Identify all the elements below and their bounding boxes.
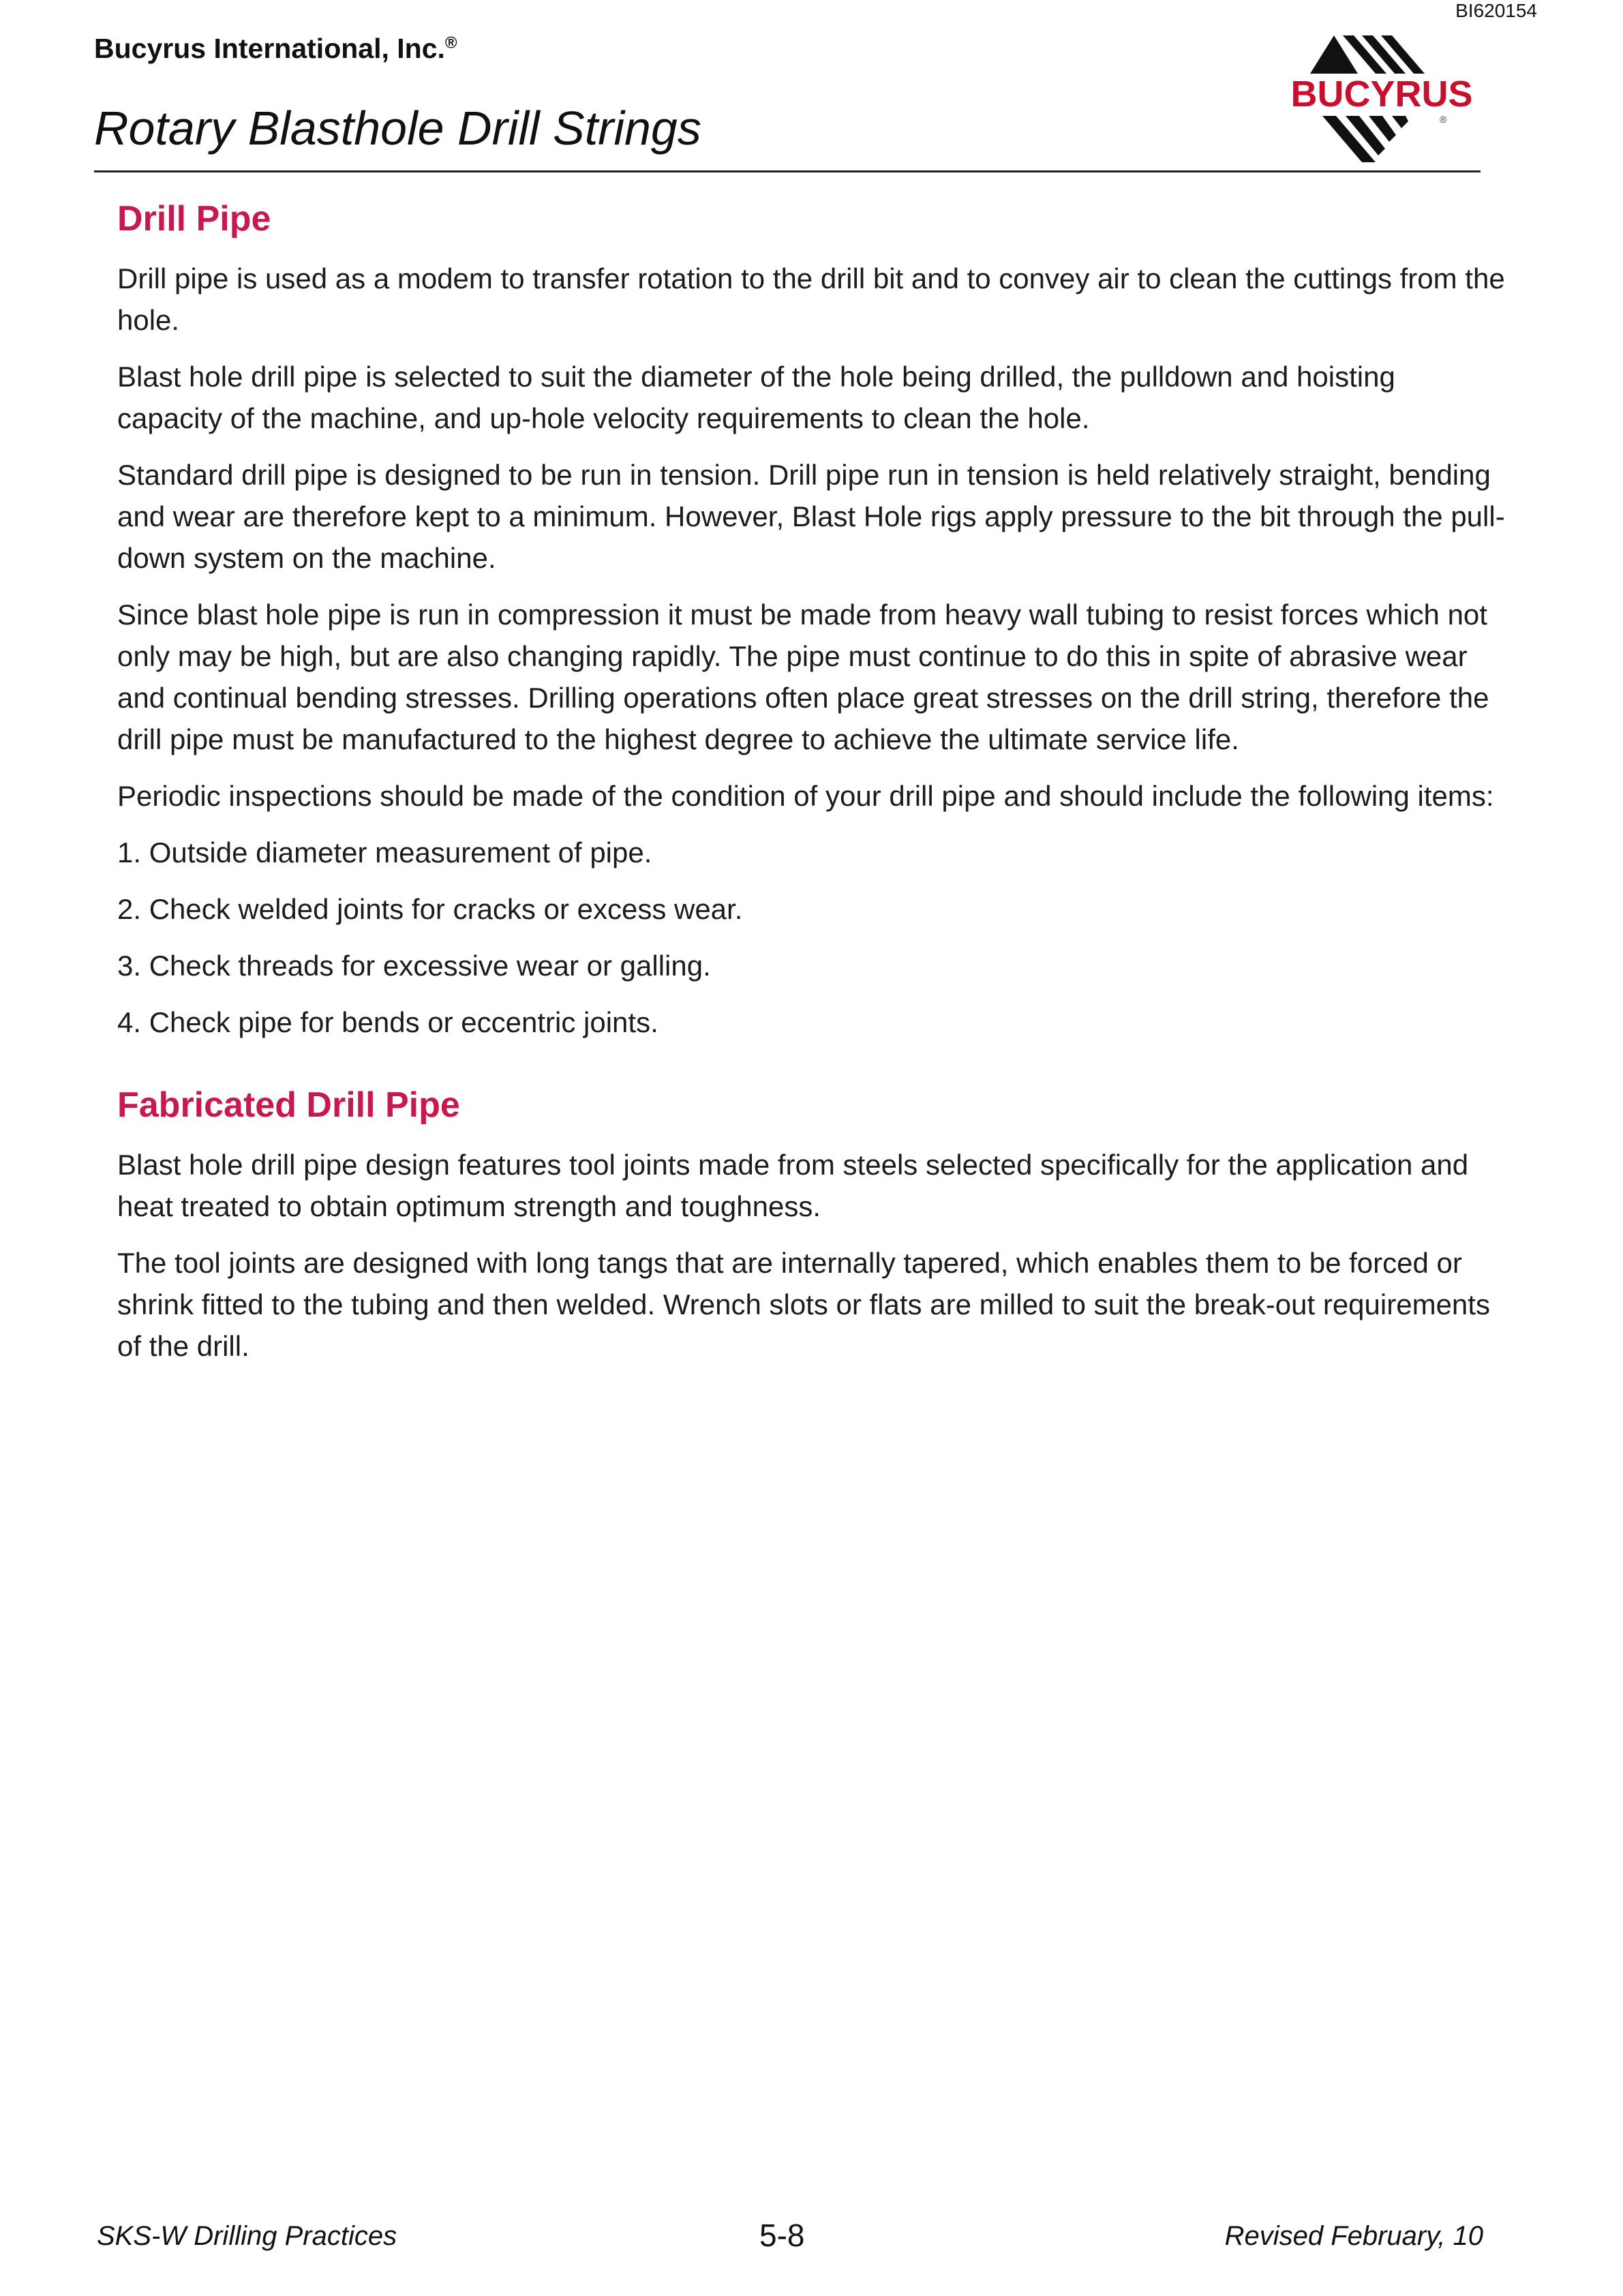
registered-mark: ® bbox=[444, 33, 457, 52]
document-id: BI620154 bbox=[1455, 0, 1537, 21]
list-item: 4. Check pipe for bends or eccentric joints. bbox=[117, 1006, 658, 1038]
footer-manual-title: SKS-W Drilling Practices bbox=[97, 2221, 397, 2251]
paragraph: Periodic inspections should be made of the condition of your drill pipe and should include the following items: bbox=[117, 779, 1494, 812]
company-name-text: Bucyrus International, Inc. bbox=[94, 33, 445, 64]
paragraph: Blast hole drill pipe is selected to suit the diameter of the hole being drilled, the pulldown and hoisting capacity of the machine, and up-hole velocity requirements to clean the hole. bbox=[117, 360, 1395, 434]
document-body bbox=[117, 199, 1508, 1382]
inspection-list bbox=[117, 832, 1508, 1043]
section-heading-drill-pipe: Drill Pipe bbox=[117, 199, 271, 239]
paragraph: Standard drill pipe is designed to be run in tension. Drill pipe run in tension is held relatively straight, bending and wear are therefore kept to a minimum. However, Blast Hole rigs apply pressure to the bit through the pull-down system on the machine. bbox=[117, 458, 1505, 574]
list-item: 1. Outside diameter measurement of pipe. bbox=[117, 836, 652, 868]
paragraph: The tool joints are designed with long tangs that are internally tapered, which enables them to be forced or shrink fitted to the tubing and then welded. Wrench slots or flats are milled to suit the break-out requirements of the drill. bbox=[117, 1246, 1490, 1362]
company-name bbox=[94, 33, 457, 65]
bucyrus-logo-icon bbox=[1269, 35, 1494, 172]
logo-text: BUCYRUS bbox=[1290, 74, 1473, 115]
paragraph: Since blast hole pipe is run in compression it must be made from heavy wall tubing to resist forces which not only may be high, but are also changing rapidly. The pipe must continue to do this in spite of abrasive wear and continual bending stresses. Drilling operations often place great stresses on the drill string, therefore the drill pipe must be manufactured to the highest degree to achieve the ultimate service life. bbox=[117, 598, 1489, 755]
paragraph: Blast hole drill pipe design features tool joints made from steels selected specifically for the application and heat treated to obtain optimum strength and toughness. bbox=[117, 1148, 1469, 1222]
list-item: 3. Check threads for excessive wear or galling. bbox=[117, 949, 711, 982]
document-title: Rotary Blasthole Drill Strings bbox=[94, 102, 701, 155]
page-number: 5-8 bbox=[759, 2218, 805, 2253]
logo-registered-mark: ® bbox=[1440, 114, 1447, 125]
list-item: 2. Check welded joints for cracks or excess wear. bbox=[117, 892, 743, 925]
paragraph: Drill pipe is used as a modem to transfer rotation to the drill bit and to convey air to clean the cuttings from the hole. bbox=[117, 262, 1505, 336]
bucyrus-logo bbox=[1269, 35, 1494, 172]
section-heading-fabricated-drill-pipe: Fabricated Drill Pipe bbox=[117, 1085, 460, 1125]
footer-revision: Revised February, 10 bbox=[1224, 2221, 1483, 2251]
header-divider bbox=[94, 170, 1481, 172]
